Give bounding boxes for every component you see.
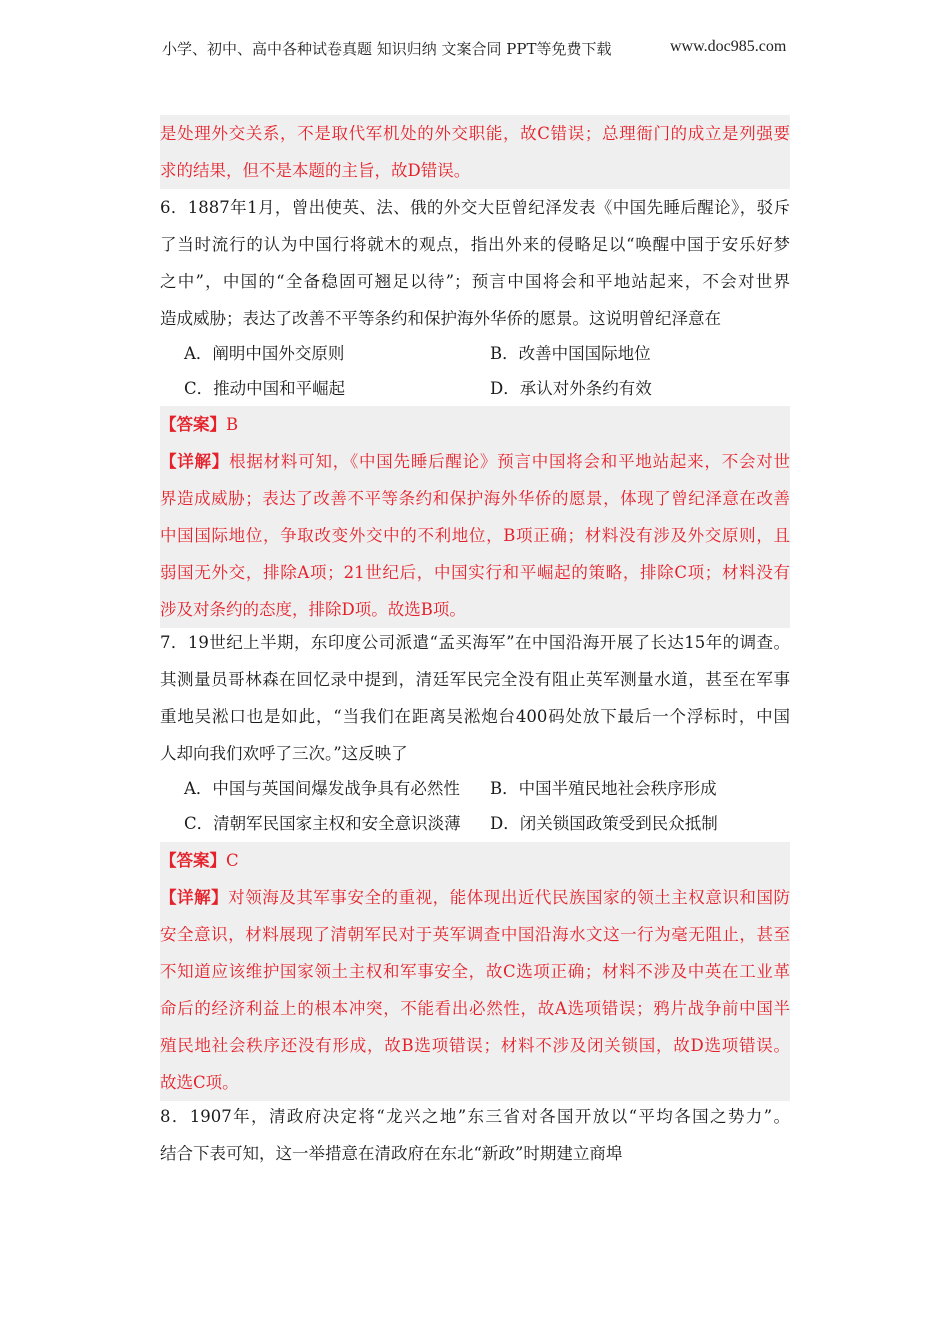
q6-line: 6．1887年1月，曾出使英、法、俄的外交大臣曾纪泽发表《中国先睡后醒论》，驳斥 [160, 198, 790, 217]
q6-line: 之中”，中国的“全备稳固可翘足以待”；预言中国将会和平地站起来，不会对世界 [160, 272, 790, 291]
q6-answer-tag: 【答案】 [160, 415, 226, 434]
q6-option-c[interactable]: C．推动中国和平崛起 [184, 379, 346, 398]
prev-detail-line: 求的结果，但不是本题的主旨，故D错误。 [160, 161, 471, 180]
question-6-options [160, 336, 790, 406]
q6-line: 造成威胁；表达了改善不平等条约和保护海外华侨的愿景。这说明曾纪泽意在 [160, 309, 721, 328]
q7-option-b[interactable]: B．中国半殖民地社会秩序形成 [490, 779, 717, 798]
q7-detail-line: 故选C项。 [160, 1073, 239, 1092]
page-header [162, 38, 802, 59]
question-7-options [160, 771, 790, 841]
question-6-answer-block [160, 406, 790, 628]
q6-detail-first: 根据材料可知，《中国先睡后醒论》预言中国将会和平地站起来，不会对世 [229, 452, 790, 471]
q7-detail-line: 殖民地社会秩序还没有形成，故B选项错误；材料不涉及闭关锁国，故D选项错误。 [160, 1036, 790, 1055]
q7-answer-line [160, 842, 790, 879]
prev-detail-line: 是处理外交关系，不是取代军机处的外交职能，故C错误；总理衙门的成立是列强要 [160, 124, 790, 143]
q7-line: 重地吴淞口也是如此，“当我们在距离吴淞炮台400码处放下最后一个浮标时，中国 [160, 707, 790, 726]
q7-detail-line: 命后的经济利益上的根本冲突，不能看出必然性，故A选项错误；鸦片战争前中国半 [160, 999, 790, 1018]
question-7-stem [160, 624, 790, 772]
q6-detail-line: 中国国际地位，争取改变外交中的不利地位，B项正确；材料没有涉及外交原则，且 [160, 526, 790, 545]
q7-answer: C [226, 851, 239, 870]
q7-option-a[interactable]: A．中国与英国间爆发战争具有必然性 [184, 779, 460, 798]
header-title: 小学、初中、高中各种试卷真题 知识归纳 文案合同 PPT等免费下载 [162, 40, 612, 58]
prev-detail-block [160, 115, 790, 189]
q6-option-d[interactable]: D．承认对外条约有效 [490, 379, 652, 398]
q6-line: 了当时流行的认为中国行将就木的观点，指出外来的侵略足以“唤醒中国于安乐好梦 [160, 235, 790, 254]
q7-option-d[interactable]: D．闭关锁国政策受到民众抵制 [490, 814, 718, 833]
q6-detail-line: 弱国无外交，排除A项；21世纪后，中国实行和平崛起的策略，排除C项；材料没有 [160, 563, 790, 582]
q7-option-c[interactable]: C．清朝军民国家主权和安全意识淡薄 [184, 814, 461, 833]
q7-line: 人却向我们欢呼了三次。”这反映了 [160, 744, 408, 763]
q6-detail-line [160, 443, 790, 480]
q7-detail-line [160, 879, 790, 916]
question-6-stem [160, 189, 790, 337]
q7-line: 其测量员哥林森在回忆录中提到，清廷军民完全没有阻止英军测量水道，甚至在军事 [160, 670, 790, 689]
q8-line: 8．1907年，清政府决定将“龙兴之地”东三省对各国开放以“平均各国之势力”。 [160, 1107, 790, 1126]
q6-answer-line [160, 406, 790, 443]
q8-line: 结合下表可知，这一举措意在清政府在东北“新政”时期建立商埠 [160, 1144, 623, 1163]
header-site[interactable]: www.doc985.com [670, 38, 787, 55]
question-7-answer-block [160, 842, 790, 1101]
q7-detail-tag: 【详解】 [160, 888, 229, 907]
q6-answer: B [226, 415, 239, 434]
q7-answer-tag: 【答案】 [160, 851, 226, 870]
q6-detail-tag: 【详解】 [160, 452, 230, 471]
question-8-stem [160, 1098, 790, 1172]
q6-option-a[interactable]: A．阐明中国外交原则 [184, 344, 345, 363]
q7-detail-first: 对领海及其军事安全的重视，能体现出近代民族国家的领土主权意识和国防 [228, 888, 790, 907]
q6-detail-line: 涉及对条约的态度，排除D项。故选B项。 [160, 600, 466, 619]
q7-line: 7．19世纪上半期，东印度公司派遣“孟买海军”在中国沿海开展了长达15年的调查。 [160, 633, 790, 652]
q6-option-b[interactable]: B．改善中国国际地位 [490, 344, 651, 363]
q6-detail-line: 界造成威胁；表达了改善不平等条约和保护海外华侨的愿景，体现了曾纪泽意在改善 [160, 489, 790, 508]
q7-detail-line: 不知道应该维护国家领土主权和军事安全，故C选项正确；材料不涉及中英在工业革 [160, 962, 790, 981]
q7-detail-line: 安全意识，材料展现了清朝军民对于英军调查中国沿海水文这一行为毫无阻止，甚至 [160, 925, 790, 944]
